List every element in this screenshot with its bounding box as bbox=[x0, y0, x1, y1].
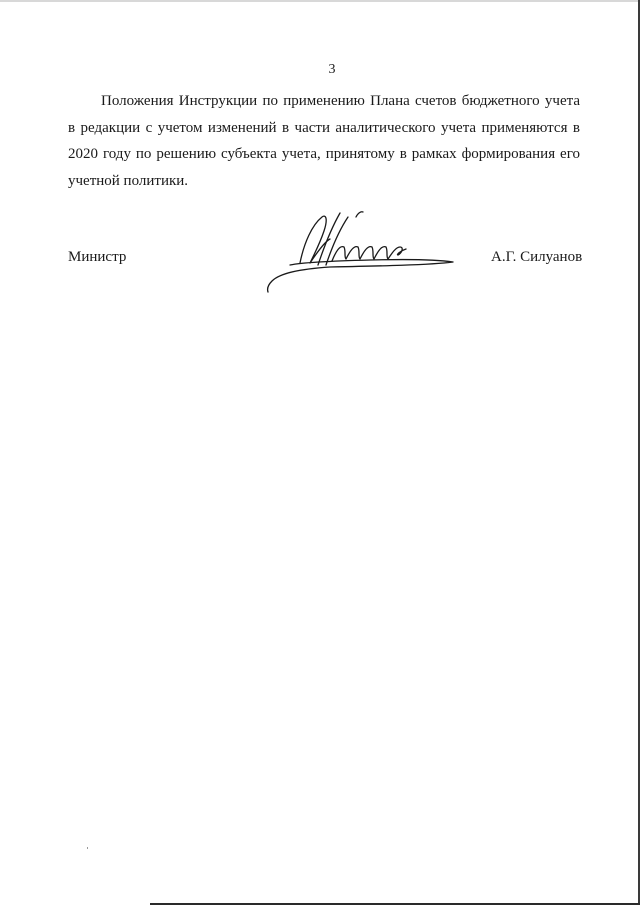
body-paragraph: Положения Инструкции по применению Плана счетов бюджетного учета в редакции с учетом изменений в части аналитического учета применяются в 2020 году по решению субъекта учета, принятому в рамках формирования его учетной политики. bbox=[68, 93, 580, 189]
scan-artifact bbox=[87, 847, 88, 849]
signatory-name: А.Г. Силуанов bbox=[491, 249, 583, 265]
scan-edge-top bbox=[0, 0, 640, 2]
signatory-title: Министр bbox=[68, 249, 127, 265]
page-number: 3 bbox=[328, 62, 336, 77]
handwritten-signature bbox=[260, 203, 460, 293]
